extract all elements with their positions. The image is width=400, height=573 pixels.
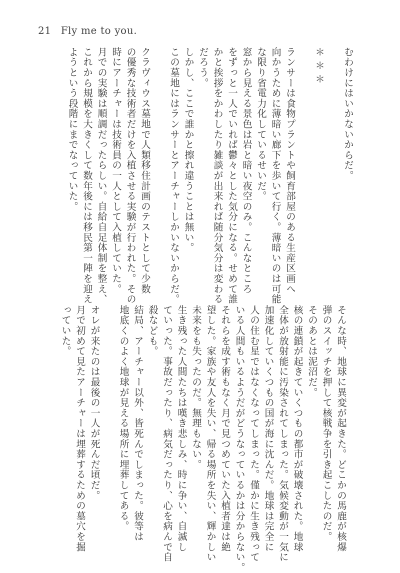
scene-break: ＊＊＊ (313, 47, 324, 88)
text-line: をずっと一人でいれば鬱々とした気分になる。せめて誰 (226, 47, 237, 305)
text-line: しかし、ここで誰かと擦れ違うことは無い。 (182, 47, 194, 253)
text-line: 弾のスイッチを押して核戦争を引き起こしたのだ。 (320, 305, 332, 542)
text-line: 結局、アーチャー以外、皆死んでしまった。彼等は (132, 305, 143, 542)
text-line: 殺なども。 (146, 305, 158, 357)
text-line: 加速化していくつもの国が海に沈んだ。地球は完全に (262, 305, 274, 553)
text-line: 望した。家族や友人を失い、帰る場所を失い、輝かしい (204, 305, 216, 563)
paragraph-gap (296, 47, 311, 292)
text-line: そのあとは泥沼だ。 (306, 305, 317, 398)
running-header (38, 26, 137, 37)
page-number: 21 (38, 26, 52, 37)
text-line: 全体が放射能に汚染されてしまった。気候変動が一気に (277, 305, 288, 563)
paragraph-gap (151, 47, 166, 292)
text-line: 生き残った人間たちは嘆き悲しみ、時に争い、自滅し (175, 305, 187, 553)
text-line: 人の住む星ではなくなってしまった。僅かに生き残って (248, 305, 259, 563)
text-line: 向かうために薄暗い廊下を歩いて行く。薄暗いのは可能 (269, 47, 281, 305)
paragraph-gap (101, 305, 116, 541)
upper-text-block (64, 47, 354, 305)
text-line: ランサーは食物プラントや飼育部屋のある生産区画へ (284, 47, 295, 295)
paragraph-gap (325, 47, 340, 292)
text-line: かと挨拶をかわしたり雑談が出来れば随分気分は変わる (211, 47, 223, 305)
text-line: だろう。 (197, 47, 208, 89)
text-line: 時にアーチャーは技術員の一人として入植していた。 (110, 47, 121, 295)
text-line: そんな時、地球に異変が起きた。どこかの馬鹿が核爆 (335, 305, 346, 553)
book-title: Fly me to you. (60, 26, 138, 37)
text-line: オレが来たのは最後の一人が死んだ頃だ。 (88, 305, 100, 501)
text-line: いる人間もいるようだがどうなっているかは分からない。 (233, 305, 245, 573)
text-line: この墓地にはランサーとアーチャーしかいないからだ。 (168, 47, 179, 305)
text-line: 地底くのよく地球が見える場所に埋葬してある。 (117, 305, 129, 532)
text-line: これから規模を大きくして数年後には移民第一陣を迎え (81, 47, 92, 305)
text-line: クラヴィウス墓地で人類移住計画のテストとして少数 (139, 47, 150, 295)
text-line: 未来をも失ったのだ。無理もない。 (190, 305, 201, 470)
text-line: 月で初めて見たアーチャーは埋葬するための墓穴を掘 (74, 305, 85, 553)
text-line: 月での実験は順調だったらしい。自給自足体制を整え、 (95, 47, 107, 305)
text-line: の優秀な技術者だけを入植させる実験が行われた。その (124, 47, 136, 305)
text-line: ていった。事故だったり、病気だったり、心を病んで自 (161, 305, 172, 563)
text-line: ようという段階にまでなっていた。 (66, 47, 78, 212)
text-line: っていた。 (59, 305, 71, 357)
text-line: それらを成す術もなく月で見つめていた入植者達は絶 (219, 305, 230, 553)
text-line: 核の連鎖が起きていくつもの都市が破壊された。地球 (291, 305, 303, 553)
lower-text-block (57, 305, 347, 573)
text-line: 窓から見える景色は岩と暗い夜空のみ。こんなところ (240, 47, 252, 295)
text-line: むわけにはいかないからだ。 (342, 47, 353, 181)
text-line: な限り省電力化しているせいだ。 (255, 47, 266, 202)
